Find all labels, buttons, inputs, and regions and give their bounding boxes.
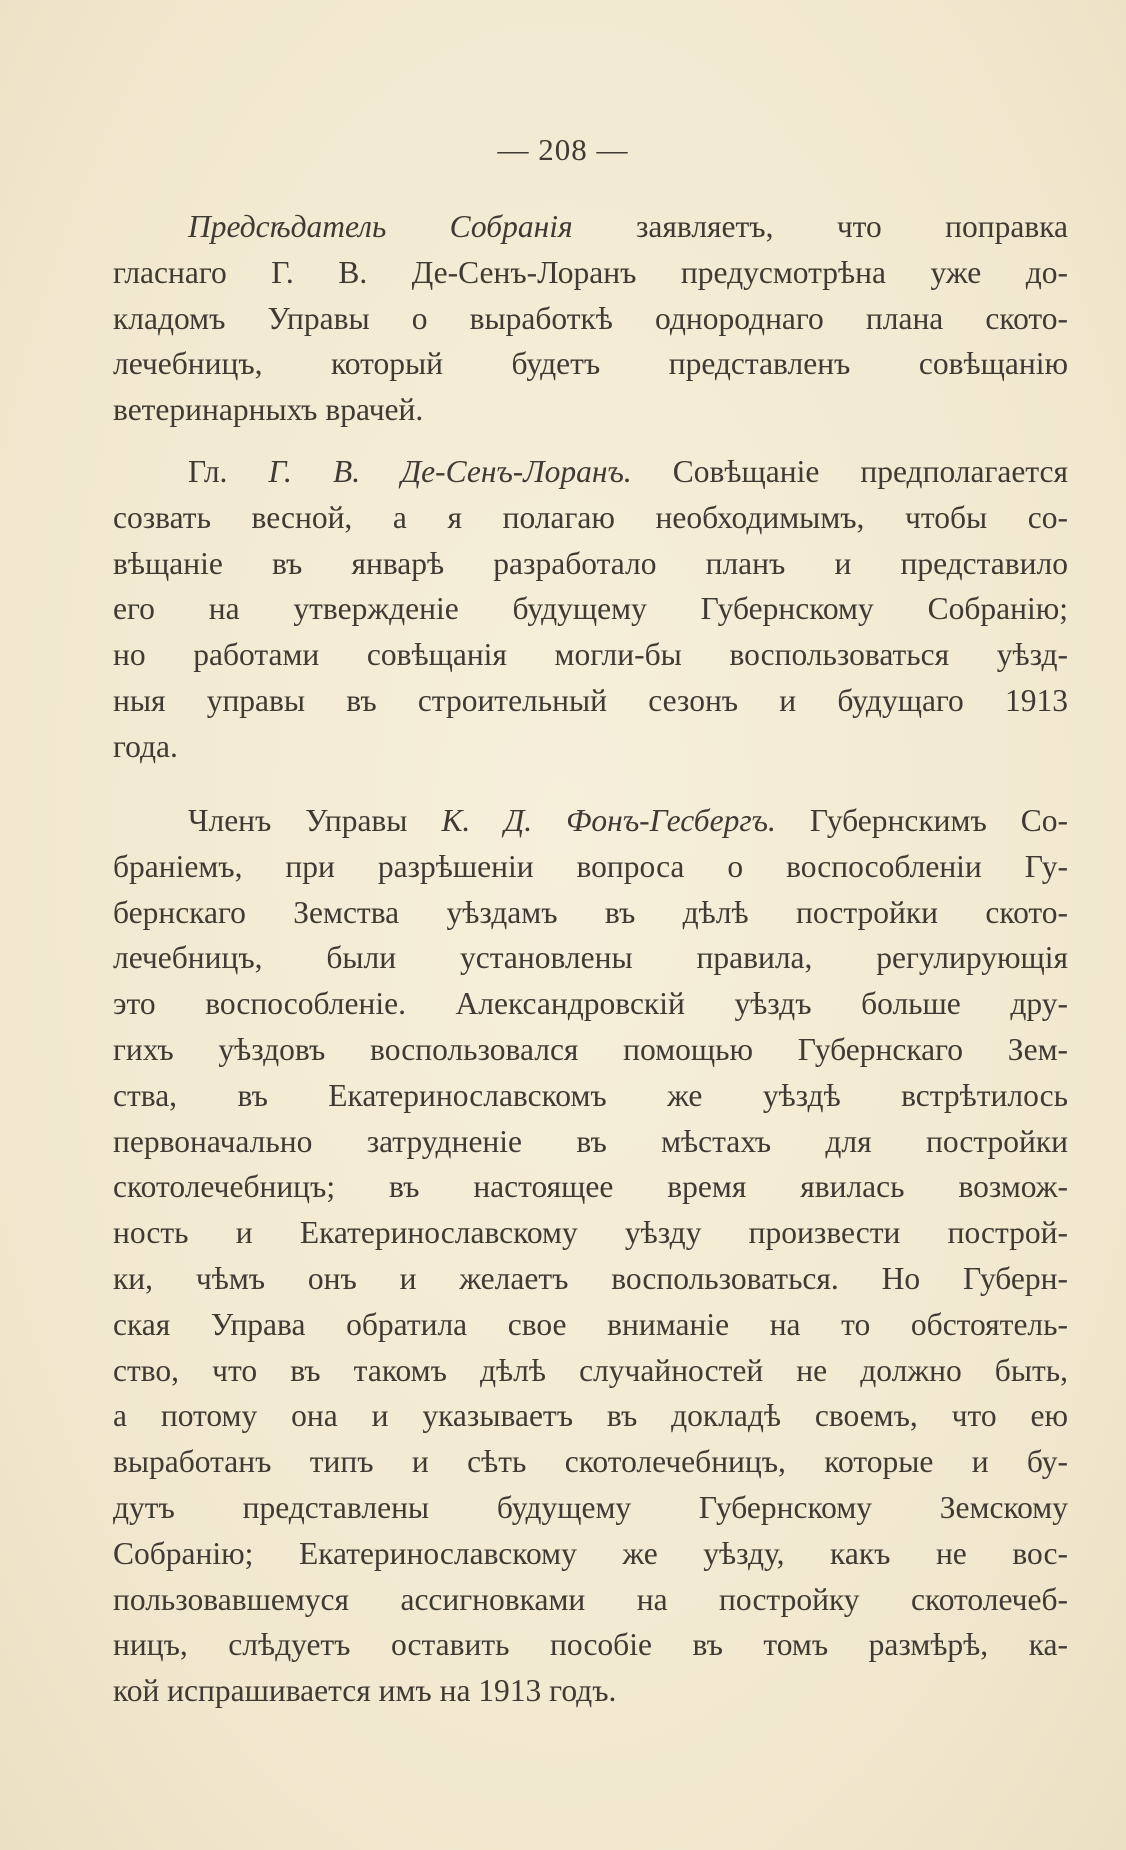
text-run: лечебницъ, который будетъ представленъ совѣщанію	[113, 346, 1068, 382]
text-run: Членъ Управы	[188, 803, 442, 838]
text-line	[113, 1393, 1068, 1439]
text-line	[113, 1668, 1068, 1714]
text-line	[113, 1256, 1068, 1302]
text-line	[113, 1531, 1068, 1577]
text-run: гласнаго Г. В. Де-Сенъ-Лоранъ предусмотрѣна уже до-	[113, 254, 1068, 290]
text-line	[113, 1027, 1068, 1073]
paragraph-chairman	[113, 204, 1068, 433]
text-line	[113, 981, 1068, 1027]
text-run: скотолечебницъ; въ настоящее время явилась возмож-	[113, 1169, 1068, 1205]
text-run: ныя управы въ строительный сезонъ и будущаго 1913	[113, 682, 1068, 718]
italic-text: Предсѣдатель Собранія	[188, 209, 573, 244]
paragraph-de-saint-laurent	[113, 449, 1068, 770]
text-line	[113, 1439, 1068, 1485]
text-line	[113, 296, 1068, 342]
text-line	[113, 1622, 1068, 1668]
text-line	[113, 844, 1068, 890]
text-run: бернскаго Земства уѣздамъ въ дѣлѣ постройки ското-	[113, 894, 1068, 930]
paragraph-von-gesberg	[113, 798, 1068, 1714]
text-run: это воспособленіе. Александровскій уѣздъ больше дру-	[113, 986, 1068, 1022]
text-run: Губернскимъ Со-	[775, 803, 1068, 838]
italic-text: К. Д. Фонъ-Гесбергъ.	[441, 803, 776, 838]
text-line	[113, 1485, 1068, 1531]
text-line	[113, 798, 1068, 844]
text-run: дутъ представлены будущему Губернскому Земскому	[113, 1489, 1068, 1525]
text-run: ветеринарныхъ врачей.	[113, 392, 424, 428]
text-line	[113, 341, 1068, 387]
text-run: пользовавшемуся ассигновками на постройку скотолечеб-	[113, 1581, 1068, 1617]
text-run: а потому она и указываетъ въ докладѣ своемъ, что ею	[113, 1398, 1068, 1434]
text-line	[113, 250, 1068, 296]
text-line	[113, 1119, 1068, 1165]
text-line	[113, 387, 1068, 433]
text-line	[113, 541, 1068, 587]
text-line	[113, 586, 1068, 632]
text-line	[113, 890, 1068, 936]
text-run: созвать весной, а я полагаю необходимымъ, чтобы со-	[113, 499, 1068, 535]
page-number: — 208 —	[497, 132, 629, 167]
text-run: первоначально затрудненіе въ мѣстахъ для постройки	[113, 1123, 1068, 1159]
text-line	[113, 632, 1068, 678]
text-line	[113, 1302, 1068, 1348]
text-line	[113, 1577, 1068, 1623]
text-run: выработанъ типъ и сѣть скотолечебницъ, которые и бу-	[113, 1444, 1068, 1480]
text-run: кой испрашивается имъ на 1913 годъ.	[113, 1673, 617, 1709]
text-line	[113, 1348, 1068, 1394]
text-line	[113, 495, 1068, 541]
text-run: ки, чѣмъ онъ и желаетъ воспользоваться. Но Губерн-	[113, 1260, 1068, 1296]
text-run: Гл.	[188, 454, 269, 489]
text-line	[113, 935, 1068, 981]
text-run: года.	[113, 728, 178, 764]
text-run: заявляетъ, что поправка	[572, 209, 1068, 244]
text-run: браніемъ, при разрѣшеніи вопроса о воспособленіи Гу-	[113, 848, 1068, 884]
text-run: ская Управа обратила свое вниманіе на то обстоятель-	[113, 1306, 1068, 1342]
text-run: гихъ уѣздовъ воспользовался помощью Губернскаго Зем-	[113, 1031, 1068, 1067]
text-run: Совѣщаніе предполагается	[631, 454, 1068, 489]
text-line	[113, 1210, 1068, 1256]
text-line	[113, 1073, 1068, 1119]
text-line	[113, 449, 1068, 495]
text-line	[113, 204, 1068, 250]
text-run: ство, что въ такомъ дѣлѣ случайностей не должно быть,	[113, 1352, 1068, 1388]
text-run: ницъ, слѣдуетъ оставить пособіе въ томъ размѣрѣ, ка-	[113, 1627, 1068, 1663]
text-run: ность и Екатеринославскому уѣзду произвести построй-	[113, 1215, 1068, 1251]
text-line	[113, 724, 1068, 770]
text-run: его на утвержденіе будущему Губернскому Собранію;	[113, 591, 1068, 627]
italic-text: Г. В. Де-Сенъ-Лоранъ.	[268, 454, 632, 489]
text-run: вѣщаніе въ январѣ разработало планъ и представило	[113, 545, 1068, 581]
text-line	[113, 678, 1068, 724]
text-run: ства, въ Екатеринославскомъ же уѣздѣ встрѣтилось	[113, 1077, 1068, 1113]
text-line	[113, 1164, 1068, 1210]
text-run: Собранію; Екатеринославскому же уѣзду, какъ не вос-	[113, 1535, 1068, 1571]
text-run: кладомъ Управы о выработкѣ однороднаго плана ското-	[113, 300, 1068, 336]
text-run: лечебницъ, были установлены правила, регулирующія	[113, 940, 1068, 976]
text-run: но работами совѣщанія могли-бы воспользоваться уѣзд-	[113, 637, 1068, 673]
